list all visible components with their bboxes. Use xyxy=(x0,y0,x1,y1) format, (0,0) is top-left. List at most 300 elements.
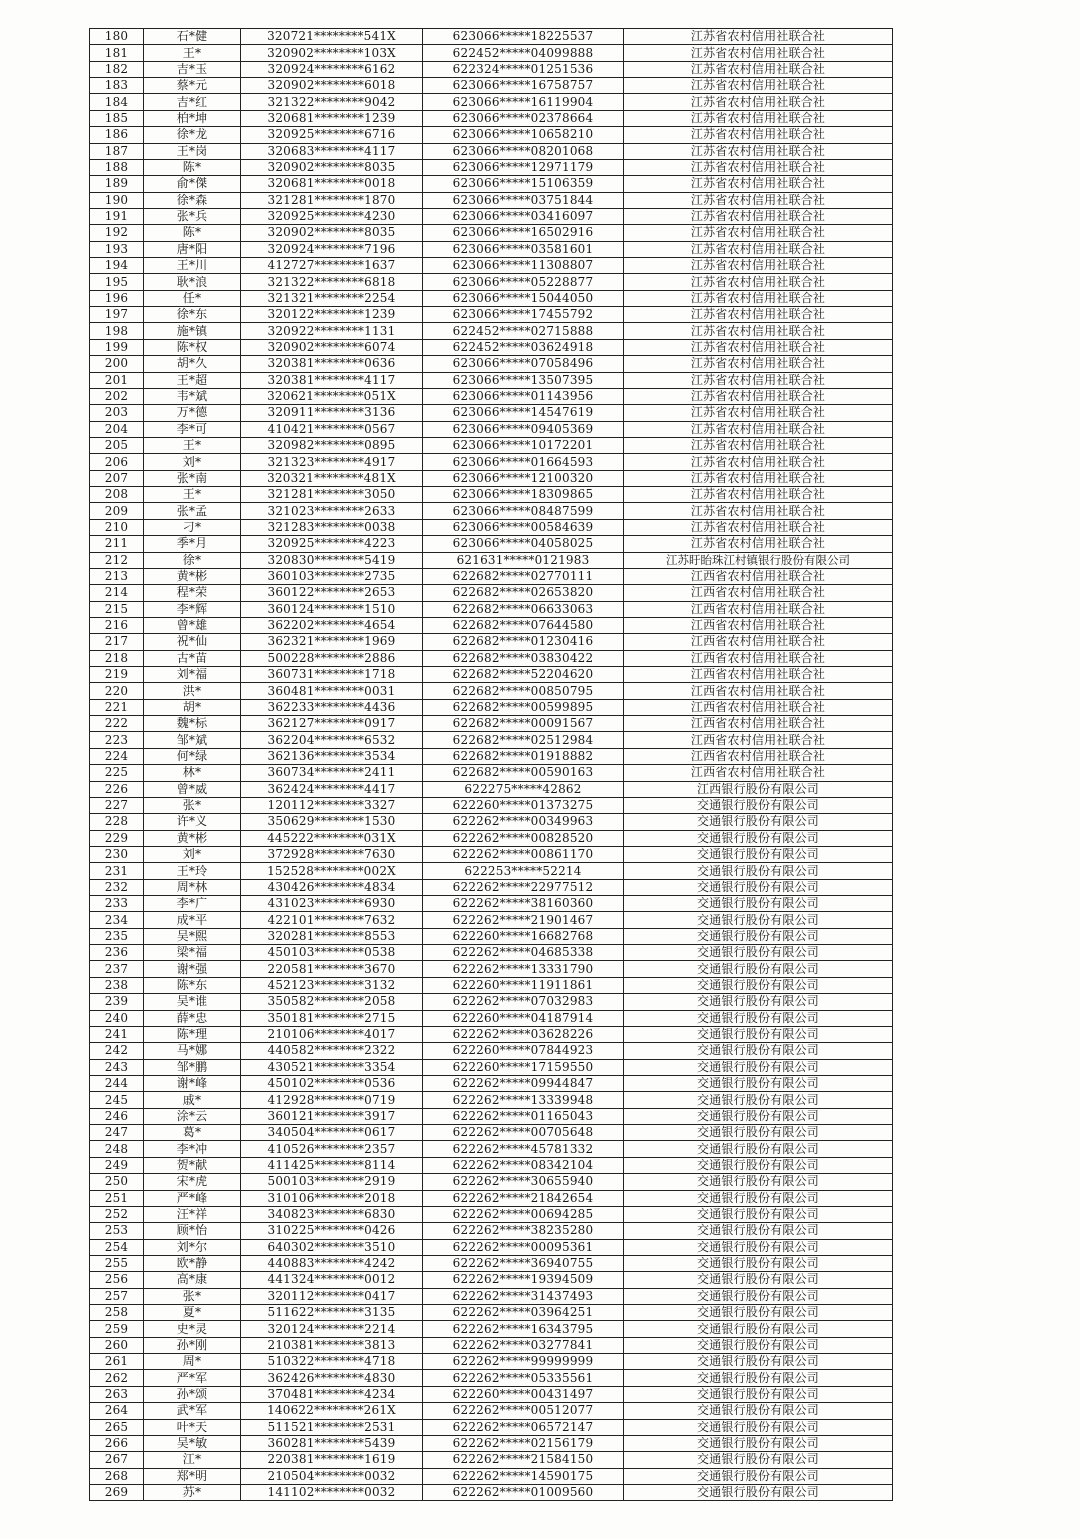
cell-bank: 交通银行股份有限公司 xyxy=(624,977,893,993)
cell-bank: 交通银行股份有限公司 xyxy=(624,1468,893,1484)
cell-name: 王*超 xyxy=(144,372,241,388)
cell-id-number: 430426********4834 xyxy=(241,879,423,895)
cell-id-number: 440883********4242 xyxy=(241,1255,423,1271)
cell-name: 徐*森 xyxy=(144,192,241,208)
cell-bank: 交通银行股份有限公司 xyxy=(624,1059,893,1075)
cell-index: 227 xyxy=(90,797,144,813)
cell-card-number: 622262*****01165043 xyxy=(423,1108,624,1124)
cell-index: 257 xyxy=(90,1288,144,1304)
cell-index: 242 xyxy=(90,1043,144,1059)
cell-name: 陈*理 xyxy=(144,1026,241,1042)
cell-index: 217 xyxy=(90,634,144,650)
cell-name: 戚* xyxy=(144,1092,241,1108)
cell-card-number: 622260*****00431497 xyxy=(423,1386,624,1402)
table-row xyxy=(90,1255,893,1271)
cell-card-number: 622262*****14590175 xyxy=(423,1468,624,1484)
cell-name: 吉*玉 xyxy=(144,61,241,77)
cell-name: 魏*标 xyxy=(144,716,241,732)
cell-card-number: 622262*****00694285 xyxy=(423,1206,624,1222)
cell-id-number: 320902********6074 xyxy=(241,339,423,355)
cell-index: 216 xyxy=(90,617,144,633)
cell-id-number: 210381********3813 xyxy=(241,1337,423,1353)
cell-card-number: 623066*****08487599 xyxy=(423,503,624,519)
cell-id-number: 412928********0719 xyxy=(241,1092,423,1108)
cell-id-number: 320122********1239 xyxy=(241,307,423,323)
cell-card-number: 622262*****01009560 xyxy=(423,1484,624,1500)
table-row xyxy=(90,159,893,175)
cell-index: 265 xyxy=(90,1419,144,1435)
cell-index: 219 xyxy=(90,667,144,683)
cell-id-number: 445222********031X xyxy=(241,830,423,846)
cell-card-number: 622262*****38235280 xyxy=(423,1223,624,1239)
cell-id-number: 340823********6830 xyxy=(241,1206,423,1222)
cell-name: 刘* xyxy=(144,846,241,862)
cell-index: 189 xyxy=(90,176,144,192)
cell-name: 俞*傑 xyxy=(144,176,241,192)
cell-index: 240 xyxy=(90,1010,144,1026)
cell-bank: 江苏省农村信用社联合社 xyxy=(624,78,893,94)
cell-card-number: 622262*****13331790 xyxy=(423,961,624,977)
cell-id-number: 120112********3327 xyxy=(241,797,423,813)
cell-card-number: 622262*****21842654 xyxy=(423,1190,624,1206)
cell-index: 245 xyxy=(90,1092,144,1108)
table-row xyxy=(90,454,893,470)
table-row xyxy=(90,1190,893,1206)
cell-name: 陈* xyxy=(144,225,241,241)
cell-bank: 江苏省农村信用社联合社 xyxy=(624,127,893,143)
cell-name: 苏* xyxy=(144,1484,241,1500)
cell-card-number: 622324*****01251536 xyxy=(423,61,624,77)
cell-name: 曾*威 xyxy=(144,781,241,797)
cell-card-number: 623066*****16758757 xyxy=(423,78,624,94)
cell-card-number: 622262*****03964251 xyxy=(423,1305,624,1321)
cell-card-number: 623066*****16119904 xyxy=(423,94,624,110)
table-row xyxy=(90,797,893,813)
cell-name: 陈*权 xyxy=(144,339,241,355)
cell-index: 244 xyxy=(90,1076,144,1092)
cell-id-number: 362426********4830 xyxy=(241,1370,423,1386)
cell-index: 215 xyxy=(90,601,144,617)
cell-index: 235 xyxy=(90,928,144,944)
cell-card-number: 623066*****10658210 xyxy=(423,127,624,143)
cell-bank: 江苏省农村信用社联合社 xyxy=(624,388,893,404)
cell-id-number: 310225********0426 xyxy=(241,1223,423,1239)
cell-card-number: 622262*****45781332 xyxy=(423,1141,624,1157)
cell-index: 260 xyxy=(90,1337,144,1353)
cell-name: 刘*福 xyxy=(144,667,241,683)
cell-id-number: 360731********1718 xyxy=(241,667,423,683)
cell-id-number: 431023********6930 xyxy=(241,896,423,912)
cell-card-number: 622262*****16343795 xyxy=(423,1321,624,1337)
cell-id-number: 321023********2633 xyxy=(241,503,423,519)
cell-name: 胡* xyxy=(144,699,241,715)
cell-index: 256 xyxy=(90,1272,144,1288)
cell-card-number: 623066*****12100320 xyxy=(423,470,624,486)
cell-name: 祝*仙 xyxy=(144,634,241,650)
cell-name: 王* xyxy=(144,437,241,453)
roster-table xyxy=(89,28,893,1501)
cell-index: 185 xyxy=(90,110,144,126)
cell-bank: 江苏省农村信用社联合社 xyxy=(624,208,893,224)
cell-bank: 交通银行股份有限公司 xyxy=(624,1435,893,1451)
cell-bank: 交通银行股份有限公司 xyxy=(624,1239,893,1255)
cell-name: 王* xyxy=(144,487,241,503)
cell-card-number: 623066*****14547619 xyxy=(423,405,624,421)
cell-index: 186 xyxy=(90,127,144,143)
cell-index: 194 xyxy=(90,258,144,274)
cell-name: 孙*颂 xyxy=(144,1386,241,1402)
cell-id-number: 320922********1131 xyxy=(241,323,423,339)
table-row xyxy=(90,601,893,617)
cell-id-number: 140622********261X xyxy=(241,1403,423,1419)
cell-card-number: 622452*****02715888 xyxy=(423,323,624,339)
cell-card-number: 622260*****16682768 xyxy=(423,928,624,944)
cell-index: 253 xyxy=(90,1223,144,1239)
cell-id-number: 321321********2254 xyxy=(241,290,423,306)
table-row xyxy=(90,94,893,110)
cell-index: 228 xyxy=(90,814,144,830)
cell-card-number: 622260*****01373275 xyxy=(423,797,624,813)
cell-index: 232 xyxy=(90,879,144,895)
cell-card-number: 623066*****15044050 xyxy=(423,290,624,306)
cell-card-number: 622262*****30655940 xyxy=(423,1174,624,1190)
cell-index: 252 xyxy=(90,1206,144,1222)
cell-id-number: 320681********1239 xyxy=(241,110,423,126)
cell-name: 任* xyxy=(144,290,241,306)
cell-id-number: 362136********3534 xyxy=(241,748,423,764)
cell-index: 267 xyxy=(90,1452,144,1468)
cell-name: 江* xyxy=(144,1452,241,1468)
table-row xyxy=(90,879,893,895)
cell-index: 251 xyxy=(90,1190,144,1206)
cell-name: 唐*阳 xyxy=(144,241,241,257)
table-row xyxy=(90,830,893,846)
cell-card-number: 622275*****42862 xyxy=(423,781,624,797)
table-row xyxy=(90,732,893,748)
table-row xyxy=(90,176,893,192)
cell-id-number: 320982********0895 xyxy=(241,437,423,453)
table-row xyxy=(90,683,893,699)
cell-bank: 交通银行股份有限公司 xyxy=(624,863,893,879)
cell-bank: 江西省农村信用社联合社 xyxy=(624,650,893,666)
table-row xyxy=(90,1043,893,1059)
table-row xyxy=(90,470,893,486)
cell-index: 262 xyxy=(90,1370,144,1386)
cell-card-number: 622682*****52204620 xyxy=(423,667,624,683)
cell-bank: 交通银行股份有限公司 xyxy=(624,1157,893,1173)
table-row xyxy=(90,1337,893,1353)
cell-card-number: 622682*****07644580 xyxy=(423,617,624,633)
table-row xyxy=(90,585,893,601)
cell-index: 250 xyxy=(90,1174,144,1190)
cell-card-number: 623066*****00584639 xyxy=(423,519,624,535)
cell-index: 183 xyxy=(90,78,144,94)
cell-card-number: 622682*****01230416 xyxy=(423,634,624,650)
cell-index: 207 xyxy=(90,470,144,486)
cell-bank: 交通银行股份有限公司 xyxy=(624,1419,893,1435)
cell-bank: 江苏省农村信用社联合社 xyxy=(624,307,893,323)
cell-bank: 江西省农村信用社联合社 xyxy=(624,617,893,633)
table-row xyxy=(90,945,893,961)
cell-card-number: 622262*****07032983 xyxy=(423,994,624,1010)
cell-name: 马*娜 xyxy=(144,1043,241,1059)
cell-index: 190 xyxy=(90,192,144,208)
cell-name: 吴*敏 xyxy=(144,1435,241,1451)
cell-id-number: 320683********4117 xyxy=(241,143,423,159)
cell-id-number: 370481********4234 xyxy=(241,1386,423,1402)
cell-bank: 交通银行股份有限公司 xyxy=(624,1255,893,1271)
cell-name: 陈*东 xyxy=(144,977,241,993)
cell-index: 203 xyxy=(90,405,144,421)
cell-card-number: 622682*****03830422 xyxy=(423,650,624,666)
table-row xyxy=(90,208,893,224)
cell-id-number: 141102********0032 xyxy=(241,1484,423,1500)
table-row xyxy=(90,437,893,453)
cell-index: 201 xyxy=(90,372,144,388)
cell-id-number: 441324********0012 xyxy=(241,1272,423,1288)
cell-id-number: 320281********8553 xyxy=(241,928,423,944)
cell-index: 269 xyxy=(90,1484,144,1500)
table-row xyxy=(90,1223,893,1239)
cell-name: 张*南 xyxy=(144,470,241,486)
cell-name: 叶*天 xyxy=(144,1419,241,1435)
cell-card-number: 622682*****00091567 xyxy=(423,716,624,732)
cell-bank: 交通银行股份有限公司 xyxy=(624,1108,893,1124)
cell-bank: 交通银行股份有限公司 xyxy=(624,1354,893,1370)
cell-bank: 交通银行股份有限公司 xyxy=(624,912,893,928)
cell-id-number: 320902********8035 xyxy=(241,225,423,241)
cell-card-number: 622262*****00095361 xyxy=(423,1239,624,1255)
cell-id-number: 210106********4017 xyxy=(241,1026,423,1042)
cell-id-number: 511622********3135 xyxy=(241,1305,423,1321)
cell-name: 严*军 xyxy=(144,1370,241,1386)
cell-name: 刘*尔 xyxy=(144,1239,241,1255)
cell-id-number: 320925********6716 xyxy=(241,127,423,143)
cell-card-number: 622260*****11911861 xyxy=(423,977,624,993)
cell-name: 薛*忠 xyxy=(144,1010,241,1026)
table-row xyxy=(90,1125,893,1141)
cell-id-number: 360122********2653 xyxy=(241,585,423,601)
cell-name: 陈* xyxy=(144,159,241,175)
cell-bank: 江西省农村信用社联合社 xyxy=(624,667,893,683)
cell-index: 234 xyxy=(90,912,144,928)
cell-card-number: 623066*****07058496 xyxy=(423,356,624,372)
cell-card-number: 622682*****06633063 xyxy=(423,601,624,617)
cell-bank: 江苏省农村信用社联合社 xyxy=(624,241,893,257)
cell-name: 何*绿 xyxy=(144,748,241,764)
cell-index: 210 xyxy=(90,519,144,535)
cell-card-number: 622682*****00590163 xyxy=(423,765,624,781)
cell-id-number: 152528********002X xyxy=(241,863,423,879)
cell-name: 胡*久 xyxy=(144,356,241,372)
cell-card-number: 623066*****03581601 xyxy=(423,241,624,257)
cell-id-number: 450102********0536 xyxy=(241,1076,423,1092)
cell-card-number: 622682*****00850795 xyxy=(423,683,624,699)
cell-bank: 交通银行股份有限公司 xyxy=(624,830,893,846)
cell-bank: 交通银行股份有限公司 xyxy=(624,797,893,813)
cell-id-number: 360103********2735 xyxy=(241,568,423,584)
cell-bank: 交通银行股份有限公司 xyxy=(624,1141,893,1157)
cell-id-number: 411425********8114 xyxy=(241,1157,423,1173)
table-row xyxy=(90,1059,893,1075)
cell-bank: 江西省农村信用社联合社 xyxy=(624,732,893,748)
cell-bank: 交通银行股份有限公司 xyxy=(624,814,893,830)
table-row xyxy=(90,1288,893,1304)
cell-id-number: 362127********0917 xyxy=(241,716,423,732)
cell-name: 古*苗 xyxy=(144,650,241,666)
cell-name: 宋*虎 xyxy=(144,1174,241,1190)
cell-bank: 交通银行股份有限公司 xyxy=(624,1190,893,1206)
cell-index: 254 xyxy=(90,1239,144,1255)
cell-card-number: 622262*****05335561 xyxy=(423,1370,624,1386)
table-row xyxy=(90,487,893,503)
cell-card-number: 622452*****03624918 xyxy=(423,339,624,355)
table-row xyxy=(90,290,893,306)
table-row xyxy=(90,667,893,683)
cell-bank: 交通银行股份有限公司 xyxy=(624,961,893,977)
cell-index: 255 xyxy=(90,1255,144,1271)
cell-name: 顾*怡 xyxy=(144,1223,241,1239)
cell-card-number: 623066*****18309865 xyxy=(423,487,624,503)
cell-card-number: 623066*****02378664 xyxy=(423,110,624,126)
cell-index: 222 xyxy=(90,716,144,732)
cell-bank: 交通银行股份有限公司 xyxy=(624,896,893,912)
cell-index: 261 xyxy=(90,1354,144,1370)
table-row xyxy=(90,1076,893,1092)
cell-bank: 交通银行股份有限公司 xyxy=(624,1026,893,1042)
cell-card-number: 622262*****31437493 xyxy=(423,1288,624,1304)
table-row xyxy=(90,1108,893,1124)
cell-card-number: 622262*****21584150 xyxy=(423,1452,624,1468)
table-row xyxy=(90,388,893,404)
cell-name: 史*灵 xyxy=(144,1321,241,1337)
cell-id-number: 500228********2886 xyxy=(241,650,423,666)
cell-bank: 江西省农村信用社联合社 xyxy=(624,716,893,732)
cell-id-number: 372928********7630 xyxy=(241,846,423,862)
cell-bank: 江西省农村信用社联合社 xyxy=(624,683,893,699)
cell-bank: 江苏省农村信用社联合社 xyxy=(624,290,893,306)
cell-index: 226 xyxy=(90,781,144,797)
cell-id-number: 362424********4417 xyxy=(241,781,423,797)
cell-bank: 江苏省农村信用社联合社 xyxy=(624,258,893,274)
cell-index: 230 xyxy=(90,846,144,862)
cell-bank: 江苏省农村信用社联合社 xyxy=(624,339,893,355)
cell-id-number: 360281********5439 xyxy=(241,1435,423,1451)
table-row xyxy=(90,1206,893,1222)
cell-index: 238 xyxy=(90,977,144,993)
cell-name: 王* xyxy=(144,45,241,61)
cell-bank: 交通银行股份有限公司 xyxy=(624,1092,893,1108)
cell-card-number: 623066*****17455792 xyxy=(423,307,624,323)
table-row xyxy=(90,814,893,830)
table-row xyxy=(90,519,893,535)
cell-index: 212 xyxy=(90,552,144,568)
cell-index: 187 xyxy=(90,143,144,159)
cell-card-number: 623066*****04058025 xyxy=(423,536,624,552)
table-row xyxy=(90,1435,893,1451)
table-row xyxy=(90,258,893,274)
cell-bank: 交通银行股份有限公司 xyxy=(624,1043,893,1059)
cell-bank: 江苏省农村信用社联合社 xyxy=(624,487,893,503)
cell-bank: 江苏省农村信用社联合社 xyxy=(624,470,893,486)
cell-card-number: 622682*****02653820 xyxy=(423,585,624,601)
cell-index: 237 xyxy=(90,961,144,977)
cell-name: 严*峰 xyxy=(144,1190,241,1206)
cell-name: 周*林 xyxy=(144,879,241,895)
cell-index: 259 xyxy=(90,1321,144,1337)
cell-name: 张* xyxy=(144,797,241,813)
cell-card-number: 622262*****02156179 xyxy=(423,1435,624,1451)
cell-bank: 江苏省农村信用社联合社 xyxy=(624,176,893,192)
cell-id-number: 422101********7632 xyxy=(241,912,423,928)
cell-id-number: 320381********4117 xyxy=(241,372,423,388)
table-row xyxy=(90,274,893,290)
cell-id-number: 340504********0617 xyxy=(241,1125,423,1141)
cell-index: 263 xyxy=(90,1386,144,1402)
cell-bank: 江西省农村信用社联合社 xyxy=(624,568,893,584)
cell-card-number: 623066*****03416097 xyxy=(423,208,624,224)
cell-bank: 江苏省农村信用社联合社 xyxy=(624,94,893,110)
cell-bank: 江苏省农村信用社联合社 xyxy=(624,274,893,290)
cell-name: 葛* xyxy=(144,1125,241,1141)
table-row xyxy=(90,29,893,45)
cell-name: 王*川 xyxy=(144,258,241,274)
cell-id-number: 360124********1510 xyxy=(241,601,423,617)
cell-name: 林* xyxy=(144,765,241,781)
cell-name: 柏*坤 xyxy=(144,110,241,126)
cell-name: 吴*谁 xyxy=(144,994,241,1010)
cell-bank: 江西省农村信用社联合社 xyxy=(624,585,893,601)
cell-name: 周* xyxy=(144,1354,241,1370)
cell-card-number: 622262*****00512077 xyxy=(423,1403,624,1419)
cell-id-number: 321322********6818 xyxy=(241,274,423,290)
cell-card-number: 622262*****00705648 xyxy=(423,1125,624,1141)
cell-bank: 交通银行股份有限公司 xyxy=(624,879,893,895)
cell-index: 268 xyxy=(90,1468,144,1484)
cell-card-number: 622682*****02770111 xyxy=(423,568,624,584)
cell-id-number: 320112********0417 xyxy=(241,1288,423,1304)
cell-bank: 交通银行股份有限公司 xyxy=(624,1223,893,1239)
cell-index: 182 xyxy=(90,61,144,77)
cell-bank: 交通银行股份有限公司 xyxy=(624,1125,893,1141)
cell-bank: 江苏省农村信用社联合社 xyxy=(624,29,893,45)
table-row xyxy=(90,552,893,568)
table-row xyxy=(90,1174,893,1190)
table-row xyxy=(90,994,893,1010)
cell-id-number: 360121********3917 xyxy=(241,1108,423,1124)
table-row xyxy=(90,421,893,437)
cell-card-number: 622682*****01918882 xyxy=(423,748,624,764)
cell-name: 许*义 xyxy=(144,814,241,830)
cell-bank: 交通银行股份有限公司 xyxy=(624,1484,893,1500)
cell-id-number: 320925********4223 xyxy=(241,536,423,552)
cell-id-number: 320924********6162 xyxy=(241,61,423,77)
cell-card-number: 622260*****04187914 xyxy=(423,1010,624,1026)
cell-index: 239 xyxy=(90,994,144,1010)
cell-id-number: 362204********6532 xyxy=(241,732,423,748)
table-row xyxy=(90,765,893,781)
cell-name: 邹*斌 xyxy=(144,732,241,748)
cell-index: 197 xyxy=(90,307,144,323)
table-row xyxy=(90,225,893,241)
roster-body xyxy=(90,29,893,1501)
table-row xyxy=(90,1484,893,1500)
table-row xyxy=(90,1452,893,1468)
cell-index: 188 xyxy=(90,159,144,175)
table-row xyxy=(90,192,893,208)
cell-bank: 交通银行股份有限公司 xyxy=(624,1288,893,1304)
cell-bank: 江苏省农村信用社联合社 xyxy=(624,536,893,552)
